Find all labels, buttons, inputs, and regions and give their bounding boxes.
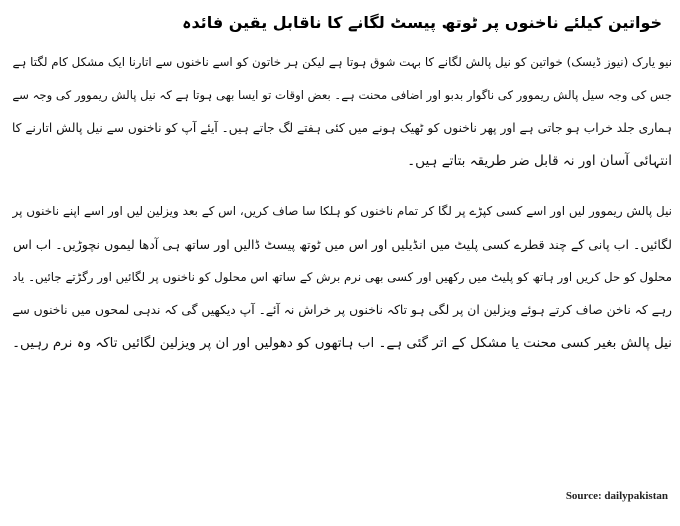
paragraph-line: جس کی وجہ سیل پالش ریموور کی ناگوار بدبو اور اضافی محنت ہے۔ بعض اوقات تو ایسا بھی ہوتا ہے کہ نیل پالش ریموور کی وجہ سے <box>12 88 672 102</box>
paragraph-line: محلول کو حل کریں اور ہاتھ کو پلیٹ میں رکھیں اور کسی بھی نرم برش کے ساتھ اس محلول کو ناخنوں پر لگائیں اور رگڑتے جائیں۔ یاد <box>12 270 672 284</box>
paragraph-line: رہے کہ ناخن صاف کرتے ہوئے ویزلین ان پر لگی ہو تاکہ ناخنوں پر خراش نہ آئے۔ آپ دیکھیں گی کہ ندہی لمحوں میں ناخنوں سے <box>12 303 672 317</box>
paragraph-line: ہماری جلد خراب ہو جاتی ہے اور پھر ناخنوں کو ٹھیک ہونے میں کئی ہفتے لگ جاتے ہیں۔ آیئے آپ کو ناخنوں سے نیل پالش اتارنے کا <box>11 121 672 135</box>
article-paragraph-2 <box>8 195 672 360</box>
source-credit: Source: dailypakistan <box>565 490 668 502</box>
paragraph-line: نیل پالش ریموور لیں اور اسے کسی کپڑے پر لگا کر تمام ناخنوں کو ہلکا سا صاف کریں، اس کے بعد ویزلین لیں اور اسے اپنے ناخنوں پر <box>12 204 672 218</box>
paragraph-line: انتہائی آسان اور نہ قابل ضر طریقہ بتاتے ہیں۔ <box>407 153 672 169</box>
article-paragraph-1 <box>8 46 672 178</box>
paragraph-line: نیو یارک (نیوز ڈیسک) خواتین کو نیل پالش لگانے کا بہت شوق ہوتا ہے لیکن ہر خاتون کو اسے ناخنوں سے اتارنا ایک مشکل کام لگتا ہے <box>12 55 672 69</box>
paragraph-line: لگائیں۔ اب پانی کے چند قطرے کسی پلیٹ میں انڈیلیں اور اس میں ٹوتھ پیسٹ ڈالیں اور ساتھ ہی آدھا لیموں نچوڑیں۔ اب اس <box>12 237 672 252</box>
paragraph-spacer <box>8 178 672 195</box>
paragraph-line: نیل پالش بغیر کسی محنت یا مشکل کے اتر گئی ہے۔ اب ہاتھوں کو دھولیں اور ان پر ویزلین لگائیں تاکہ وہ نرم رہیں۔ <box>12 336 672 351</box>
article-title: خواتین کیلئے ناخنوں پر ٹوتھ پیسٹ لگانے کا ناقابل یقین فائدہ <box>182 13 662 32</box>
